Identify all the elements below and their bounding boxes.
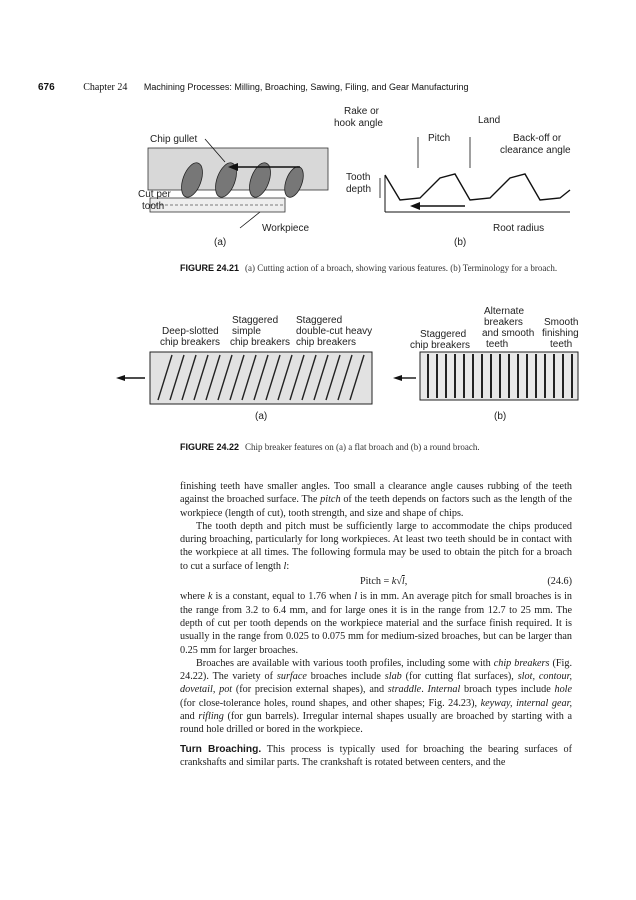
label-double-cut: double-cut heavy [296, 326, 373, 337]
panel-a-label-2: (a) [255, 411, 268, 422]
fig22a-flat-broach [116, 352, 372, 404]
label-b-staggered: Staggered [420, 329, 467, 340]
paragraph: where k is a constant, equal to 1.76 when l is in mm. An average pitch for small broaches is in the range from 3.2 to 6.4 mm, and for large ones it is in the range from 12.7 to 25 mm. The depth of cut per tooth depends on the workpiece material and the surface finish required. It is usually in the range from 0.025 to 0.075 mm for medium-sized broaches, but can be larger than 0.25 mm for larger broaches. [180, 591, 573, 656]
body-text [180, 480, 572, 769]
panel-b-label: (b) [454, 237, 467, 248]
running-header [38, 82, 469, 93]
panel-a-label: (a) [214, 237, 227, 248]
label-back-off: Back-off or [513, 133, 562, 144]
tooth-profile [385, 174, 570, 200]
fig21a-illustration [148, 139, 328, 228]
label-chip-breakers-3: chip breakers [296, 337, 357, 348]
run-in-heading: Turn Broaching. [180, 743, 262, 755]
label-and-smooth: and smooth [482, 328, 535, 339]
label-tooth: tooth [142, 201, 165, 212]
label-tooth-depth-1: Tooth [346, 172, 371, 183]
label-teeth-1: teeth [486, 339, 509, 350]
label-simple: simple [232, 326, 261, 337]
paragraph: finishing teeth have smaller angles. Too small a clearance angle causes rubbing of the teeth against the broached surface. The pitch of the teeth depends on factors such as the length of the workpiece (length of cut), tooth strength, and size and shape of chips. [180, 481, 572, 519]
chapter-label: Chapter 24 [83, 82, 128, 93]
paragraph: The tooth depth and pitch must be sufficiently large to accommodate the chips produced during broaching, particularly for long workpieces. At least two teeth should be in contact with the workpiece at all times. The following formula may be used to obtain the pitch for a broach to cut a surface of length l: [180, 520, 572, 572]
label-b-chip-breakers: chip breakers [410, 340, 471, 351]
paragraph: Turn Broaching. This process is typically used for broaching the bearing surfaces of crankshafts and similar parts. The crankshaft is rotated between centers, and the [180, 743, 572, 768]
label-finishing: finishing [542, 328, 579, 339]
chapter-title: Machining Processes: Milling, Broaching, Sawing, Filing, and Gear Manufacturing [143, 82, 469, 92]
fig22b-round-broach [393, 352, 578, 400]
equation-number: (24.6) [547, 576, 572, 588]
label-smooth: Smooth [544, 317, 579, 328]
label-deep-slotted: Deep-slotted [162, 326, 219, 337]
paragraph: Broaches are available with various tooth profiles, including some with chip breakers (Fig. 24.22). The variety of surface broaches include slab (for cutting flat surfaces), slot, contour, dovetail, pot (for precision external shapes), and straddle. Internal broach types include hole (for close-tolerance holes, round shapes, and other shapes; Fig. 24.23), keyway, internal gear, and rifling (for gun barrels). Irregular internal shapes usually are broached by starting with a round hole drilled or bored in the workpiece. [180, 657, 573, 736]
label-chip-gullet: Chip gullet [150, 134, 198, 145]
label-rake: Rake or [344, 106, 380, 117]
figure-24-21-caption [180, 262, 580, 274]
label-tooth-depth-2: depth [346, 184, 372, 195]
figure-24-22 [0, 295, 636, 430]
label-chip-breakers-2: chip breakers [230, 337, 291, 348]
caption-text: (a) Cutting action of a broach, showing various features. (b) Terminology for a broach. [245, 263, 558, 273]
caption-label: FIGURE 24.21 [180, 263, 240, 273]
figure-24-22-caption [180, 441, 580, 453]
label-cut-per: Cut per [138, 189, 171, 200]
panel-b-label-2: (b) [494, 411, 507, 422]
caption-text-2: Chip breaker features on (a) a flat broach and (b) a round broach. [245, 442, 480, 452]
equation-24-6: Pitch = k√l, (24.6) [360, 576, 572, 588]
label-pitch: Pitch [428, 133, 451, 144]
label-alternate: Alternate [484, 306, 525, 317]
label-staggered-2: Staggered [296, 315, 343, 326]
label-land: Land [478, 115, 501, 126]
figure-24-21 [0, 100, 636, 250]
label-root-radius: Root radius [493, 223, 545, 234]
label-teeth-2: teeth [550, 339, 573, 350]
label-staggered-1: Staggered [232, 315, 279, 326]
label-clearance-angle: clearance angle [500, 145, 571, 156]
page-number: 676 [38, 82, 55, 93]
label-workpiece: Workpiece [262, 223, 310, 234]
caption-label-2: FIGURE 24.22 [180, 442, 240, 452]
label-breakers: breakers [484, 317, 523, 328]
label-hook-angle: hook angle [334, 118, 383, 129]
label-chip-breakers-1: chip breakers [160, 337, 221, 348]
